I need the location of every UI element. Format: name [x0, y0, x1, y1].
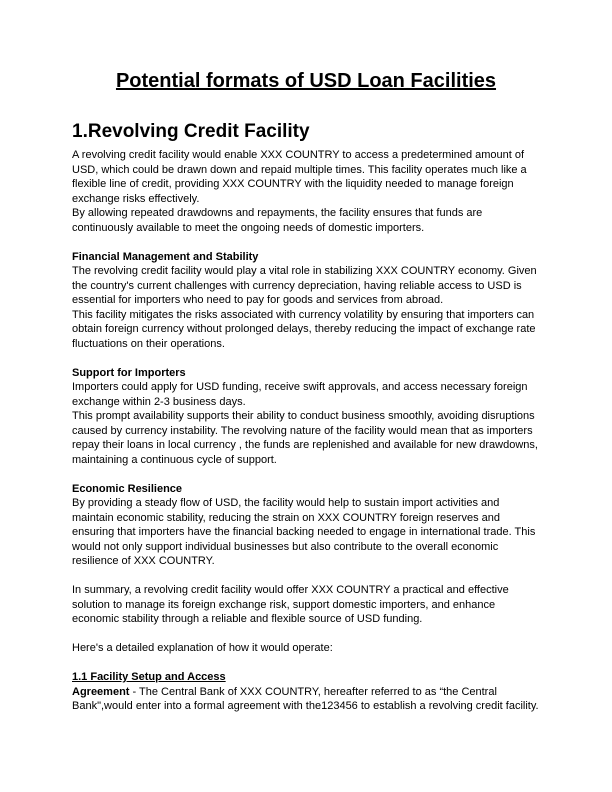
text-line: maintain economic stability, reducing the strain on XXX COUNTRY foreign reserves and: [72, 511, 500, 524]
text-line: This prompt availability supports their ability to conduct business smoothly, avoiding disruptions: [72, 410, 535, 422]
explanation-intro: Here's a detailed explanation of how it would operate:: [72, 642, 333, 654]
text-line: fluctuations on their operations.: [72, 337, 225, 350]
agreement-label: Agreement: [72, 685, 130, 698]
financial-section: [72, 250, 552, 352]
resilience-section: [72, 482, 552, 569]
subheading: Economic Resilience: [72, 482, 183, 495]
text-line: By providing a steady flow of USD, the facility would help to sustain import activities and: [72, 497, 500, 509]
text-line: flexible line of credit, providing XXX COUNTRY with the liquidity needed to manage foreign: [72, 178, 514, 190]
document-title: Potential formats of USD Loan Facilities: [115, 70, 497, 92]
text-line: economic stability through a reliable and flexible source of USD funding.: [72, 613, 423, 625]
subheading: Support for Importers: [72, 366, 186, 379]
subheading: Financial Management and Stability: [72, 250, 259, 263]
text-line: By allowing repeated drawdowns and repayments, the facility ensures that funds are: [72, 207, 483, 219]
text-line: This facility mitigates the risks associated with currency volatility by ensuring that importers can: [72, 308, 535, 321]
text-line: exchange risks effectively.: [72, 192, 200, 205]
text-line: essential for importers who need to pay for goods and services from abroad.: [72, 294, 444, 306]
text-line: In summary, a revolving credit facility would offer XXX COUNTRY a practical and effective: [72, 584, 509, 596]
text-line: repay their loans in local currency , the funds are replenished and available for new drawdowns,: [72, 439, 538, 451]
text-line: USD, which could be drawn down and repaid multiple times. This facility operates much like a: [72, 163, 527, 176]
section-heading: 1.Revolving Credit Facility: [72, 121, 310, 142]
setup-section: [72, 670, 552, 714]
text-line: maintaining a continuous cycle of support.: [72, 453, 277, 466]
intro-paragraph: [72, 148, 552, 235]
subheading: 1.1 Facility Setup and Access: [72, 671, 226, 683]
text-line: solution to manage its foreign exchange risk, support domestic importers, and enhance: [72, 598, 496, 611]
text-line: [72, 685, 552, 700]
text-line: ensuring that importers have the financial backing needed to engage in international trade. This: [72, 526, 536, 538]
summary-paragraph: [72, 583, 552, 627]
text-line: Bank",would enter into a formal agreement with the123456 to establish a revolving credit facility.: [72, 700, 539, 712]
text-line: continuously available to meet the ongoing needs of domestic importers.: [72, 221, 425, 234]
text-line: caused by currency instability. The revolving nature of the facility would mean that as importers: [72, 424, 533, 437]
support-section: [72, 366, 552, 468]
text-line: A revolving credit facility would enable XXX COUNTRY to access a predetermined amount of: [72, 149, 525, 161]
agreement-text: - The Central Bank of XXX COUNTRY, hereafter referred to as “the Central: [129, 685, 497, 698]
text-line: Importers could apply for USD funding, receive swift approvals, and access necessary foreign: [72, 381, 528, 393]
text-line: would not only support individual businesses but also contribute to the overall economic: [72, 540, 499, 553]
text-line: obtain foreign currency without prolonged delays, thereby reducing the impact of exchange rate: [72, 323, 536, 335]
document-body: [72, 148, 552, 714]
text-line: resilience of XXX COUNTRY.: [72, 555, 215, 567]
text-line: The revolving credit facility would play a vital role in stabilizing XXX COUNTRY economy. Given: [72, 265, 537, 277]
text-line: exchange within 2-3 business days.: [72, 395, 246, 408]
text-line: the country's current challenges with currency depreciation, having reliable access to USD is: [72, 279, 522, 292]
